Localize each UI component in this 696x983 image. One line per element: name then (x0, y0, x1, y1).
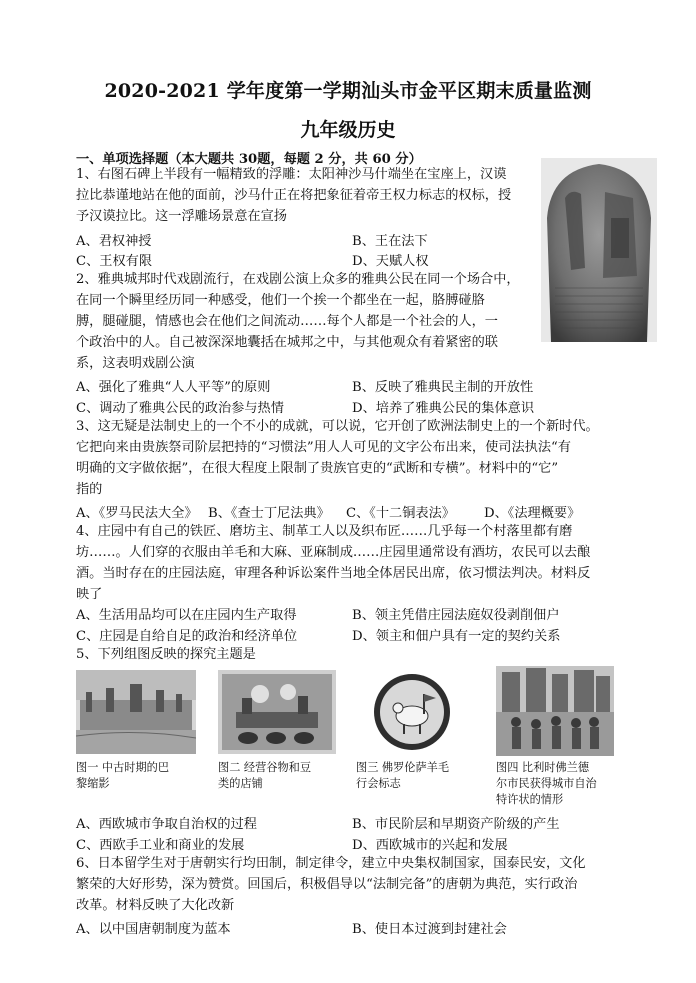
q1-stem-line: 予汉谟拉比。这一浮雕场景意在宣扬 (76, 209, 287, 224)
caption-line: 图二 经营谷物和豆 (218, 761, 312, 774)
figure3-caption (356, 760, 449, 792)
figure1-caption (76, 760, 169, 792)
caption-line: 图四 比利时佛兰德 (496, 761, 590, 774)
caption-line: 黎缩影 (76, 777, 110, 790)
q2-stem-line: 2、雅典城邦时代戏剧流行，在戏剧公演上众多的雅典公民在同一个场合中， (76, 272, 520, 287)
stele-image (541, 158, 657, 342)
q5-option-b[interactable]: B、市民阶层和早期资产阶级的产生 (352, 817, 560, 832)
q4-option-c[interactable]: C、庄园是自给自足的政治和经济单位 (76, 629, 298, 644)
paris-image (76, 670, 196, 754)
q6-option-a[interactable]: A、以中国唐朝制度为蓝本 (76, 922, 231, 937)
q4-stem-line: 酒。当时存在的庄园法庭，审理各种诉讼案件当地全体居民出席，依习惯法判决。材料反 (76, 566, 591, 581)
wool-guild-emblem-image (358, 670, 466, 754)
q3-option-d[interactable]: D、《法理概要》 (484, 506, 581, 521)
caption-line: 尔市民获得城市自治 (496, 777, 597, 790)
q1-option-a[interactable]: A、君权神授 (76, 234, 152, 249)
q1-stem-line: 1、右图石碑上半段有一幅精致的浮雕：太阳神沙马什端坐在宝座上，汉谟 (76, 167, 507, 182)
q5-stem: 5、下列组图反映的探究主题是 (76, 647, 256, 662)
caption-line: 图一 中古时期的巴 (76, 761, 170, 774)
q3-option-c[interactable]: C、《十二铜表法》 (346, 506, 455, 521)
caption-line: 特许状的情形 (496, 793, 564, 806)
q6-option-b[interactable]: B、使日本过渡到封建社会 (352, 922, 507, 937)
q5-option-d[interactable]: D、西欧城市的兴起和发展 (352, 838, 508, 853)
q4-option-b[interactable]: B、领主凭借庄园法庭奴役剥削佃户 (352, 608, 560, 623)
exam-subtitle: 九年级历史 (300, 119, 396, 141)
q5-option-a[interactable]: A、西欧城市争取自治权的过程 (76, 817, 257, 832)
shop-image (218, 670, 336, 754)
caption-line: 图三 佛罗伦萨羊毛 (356, 761, 450, 774)
caption-line: 类的店铺 (218, 777, 263, 790)
q4-option-a[interactable]: A、生活用品均可以在庄园内生产取得 (76, 608, 297, 623)
q2-option-d[interactable]: D、培养了雅典公民的集体意识 (352, 401, 535, 416)
charter-image (496, 666, 614, 756)
q4-stem-line: 4、庄园中有自己的铁匠、磨坊主、制革工人以及织布匠……几乎每一个村落里都有磨 (76, 524, 573, 539)
q3-stem-line: 指的 (76, 482, 103, 497)
q6-stem-line: 改革。材料反映了大化改新 (76, 898, 235, 913)
figure2-caption (218, 760, 311, 792)
q1-option-b[interactable]: B、王在法下 (352, 234, 428, 249)
q4-option-d[interactable]: D、领主和佃户具有一定的契约关系 (352, 629, 561, 644)
q1-option-c[interactable]: C、王权有限 (76, 254, 153, 269)
q4-stem-line: 坊……。人们穿的衣服由羊毛和大麻、亚麻制成……庄园里通常设有酒坊，农民可以去酿 (76, 545, 591, 560)
figure4-caption (496, 760, 597, 808)
caption-line: 行会标志 (356, 777, 401, 790)
q2-stem-line: 系，这表明戏剧公演 (76, 356, 195, 371)
q6-stem-line: 6、日本留学生对于唐朝实行均田制，制定律令，建立中央集权制国家，国泰民安，文化 (76, 856, 586, 871)
q4-stem-line: 映了 (76, 587, 103, 602)
q3-stem-line: 它把向来由贵族祭司阶层把持的“习惯法”用人人可见的文字公布出来，使司法执法“有 (76, 440, 571, 455)
q3-stem-line: 明确的文字做依据”，在很大程度上限制了贵族官吏的“武断和专横”。材料中的“它” (76, 461, 559, 476)
q2-option-b[interactable]: B、反映了雅典民主制的开放性 (352, 380, 534, 395)
q1-stem-line: 拉比恭谨地站在他的面前，沙马什正在将把象征着帝王权力标志的权标，授 (76, 188, 512, 203)
q2-option-a[interactable]: A、强化了雅典“人人平等”的原则 (76, 380, 271, 395)
q3-option-b[interactable]: B、《查士丁尼法典》 (208, 506, 330, 521)
q5-option-c[interactable]: C、西欧手工业和商业的发展 (76, 838, 245, 853)
q2-stem-line: 膊，腿碰腿，情感也会在他们之间流动……每个人都是一个社会的人，一 (76, 314, 498, 329)
q2-stem-line: 个政治中的人。自己被深深地囊括在城邦之中，与其他观众有着紧密的联 (76, 335, 498, 350)
q2-option-c[interactable]: C、调动了雅典公民的政治参与热情 (76, 401, 284, 416)
exam-title: 2020-2021 学年度第一学期汕头市金平区期末质量监测 (104, 80, 592, 102)
q3-option-a[interactable]: A、《罗马民法大全》 (76, 506, 198, 521)
q6-stem-line: 繁荣的大好形势，深为赞赏。回国后，积极倡导以“法制完备”的唐朝为典范，实行政治 (76, 877, 578, 892)
q3-stem-line: 3、这无疑是法制史上的一个不小的成就，可以说，它开创了欧洲法制史上的一个新时代。 (76, 419, 599, 434)
q1-option-d[interactable]: D、天赋人权 (352, 254, 429, 269)
q2-stem-line: 在同一个瞬里经历同一种感受，他们一个挨一个都坐在一起，胳膊碰胳 (76, 293, 485, 308)
section-heading: 一、单项选择题（本大题共 30题，每题 2 分，共 60 分） (76, 152, 422, 167)
